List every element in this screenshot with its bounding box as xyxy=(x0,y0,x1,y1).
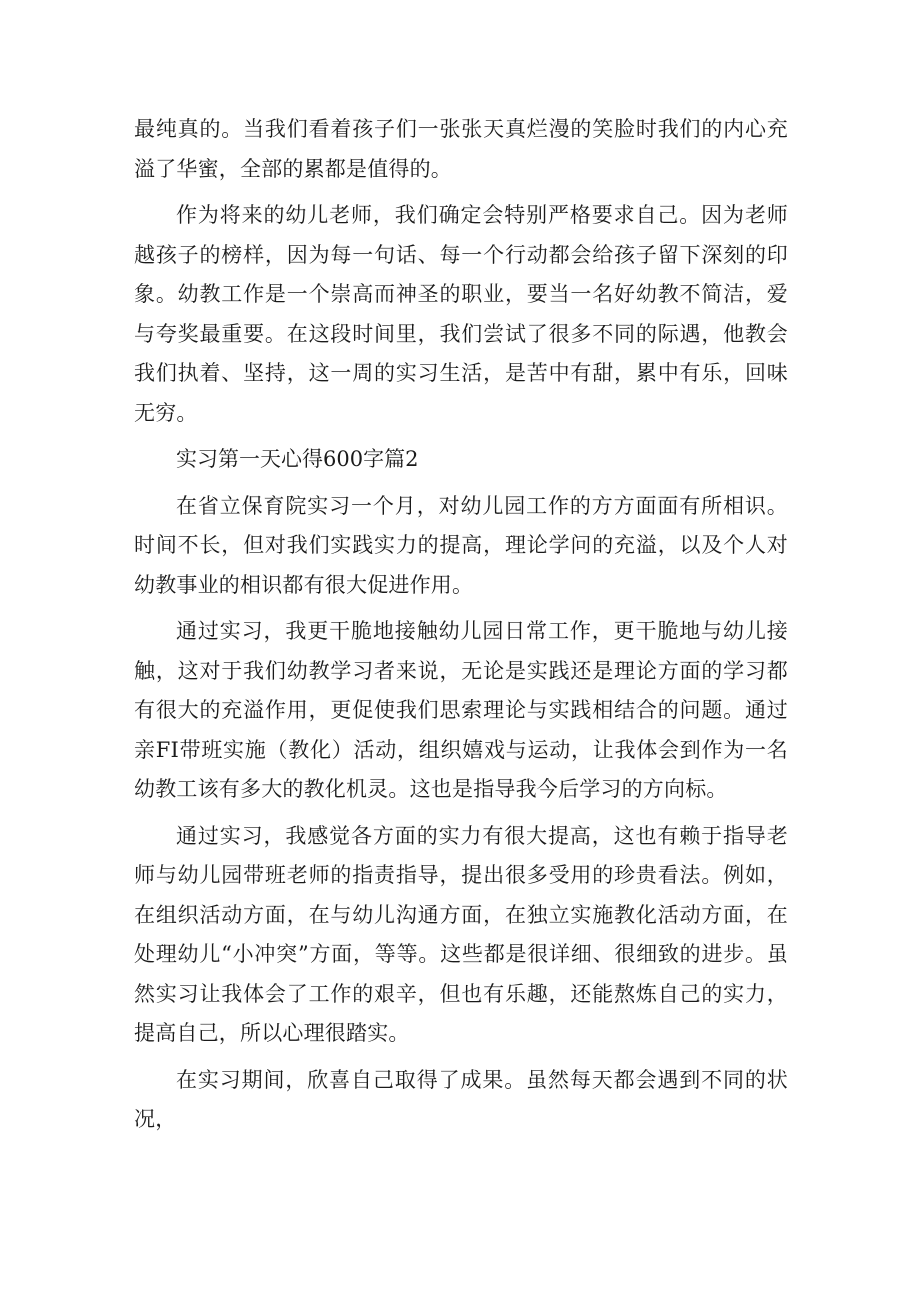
paragraph-gap xyxy=(134,433,788,440)
paragraph-gap xyxy=(134,1054,788,1061)
paragraph-gap xyxy=(134,605,788,612)
paragraph: 在省立保育院实习一个月，对幼儿园工作的方方面面有所相识。时间不长，但对我们实践实力的提高，理论学问的充溢，以及个人对幼教事业的相识都有很大促进作用。 xyxy=(134,493,788,597)
paragraph: 最纯真的。当我们看着孩子们一张张天真烂漫的笑脸时我们的内心充溢了华蜜，全部的累都是值得的。 xyxy=(134,117,788,181)
section-heading: 实习第一天心得600字篇2 xyxy=(176,447,419,471)
paragraph: 作为将来的幼儿老师，我们确定会特别严格要求自己。因为老师越孩子的榜样，因为每一句话、每一个行动都会给孩子留下深刻的印象。幼教工作是一个崇高而神圣的职业，要当一名好幼教不简洁，爱与夸奖最重要。在这段时间里，我们尝试了很多不同的际遇，他教会我们执着、坚持，这一周的实习生活，是苦中有甜，累中有乐，回味无穷。 xyxy=(134,203,788,425)
paragraph: 通过实习，我更干脆地接触幼儿园日常工作，更干脆地与幼儿接触，这对于我们幼教学习者来说，无论是实践还是理论方面的学习都有很大的充溢作用，更促使我们思索理论与实践相结合的问题。通过亲FI带班实施（教化）活动，组织嬉戏与运动，让我体会到作为一名幼教工该有多大的教化机灵。这也是指导我今后学习的方向标。 xyxy=(134,619,788,801)
paragraph-gap xyxy=(134,189,788,196)
paragraph-gap xyxy=(134,480,788,487)
document-page xyxy=(134,110,788,1140)
paragraph-gap xyxy=(134,810,788,817)
paragraph: 在实习期间，欣喜自己取得了成果。虽然每天都会遇到不同的状况， xyxy=(134,1067,788,1131)
paragraph: 通过实习，我感觉各方面的实力有很大提高，这也有赖于指导老师与幼儿园带班老师的指责指导，提出很多受用的珍贵看法。例如，在组织活动方面，在与幼儿沟通方面，在独立实施教化活动方面，在处理幼儿“小冲突”方面，等等。这些都是很详细、很细致的进步。虽然实习让我体会了工作的艰辛，但也有乐趣，还能熬炼自己的实力，提高自己，所以心理很踏实。 xyxy=(134,823,788,1045)
